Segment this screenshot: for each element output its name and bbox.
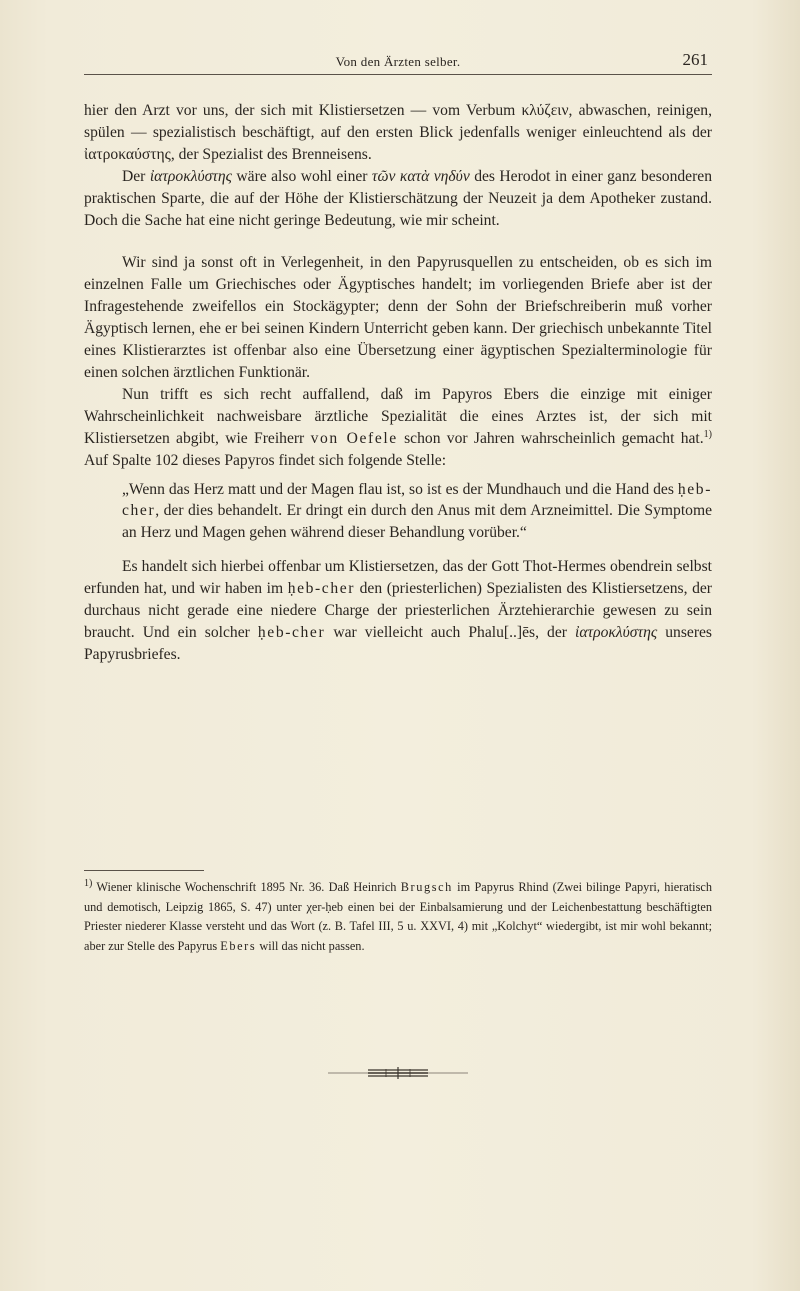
page-number: 261 bbox=[682, 50, 708, 69]
text-span: unseres Papyrusbriefes. bbox=[84, 623, 712, 663]
text-span: Nun trifft es sich recht auffallend, daß im Papyros Ebers die einzige mit einiger Wahrscheinlichkeit nachweisbare ärztliche Spezialität die eines Arztes ist, der sich mit Klistiersetzen abgibt, wie Freiherr bbox=[84, 385, 712, 447]
egyptian-term: ḥeb-cher bbox=[287, 580, 356, 598]
text-span: war vielleicht auch Phalu[..]ēs, der bbox=[325, 623, 576, 641]
text-span: Auf Spalte 102 dieses Papyros findet sich folgende Stelle: bbox=[84, 451, 447, 469]
paragraph-2 bbox=[84, 166, 712, 232]
greek-phrase: τῶν κατὰ νηδύν bbox=[371, 167, 470, 185]
egyptian-term: ḥeb-cher bbox=[122, 480, 712, 520]
page-header bbox=[84, 48, 712, 75]
egyptian-term: ḥeb-cher bbox=[257, 623, 326, 641]
greek-term: ἰατροκλύστης bbox=[149, 167, 232, 185]
footnote-divider bbox=[84, 870, 204, 871]
greek-term: ἰατροκλύστης bbox=[575, 623, 658, 641]
author-name: Ebers bbox=[220, 938, 257, 953]
footnote-ref: 1) bbox=[703, 428, 712, 440]
text-span: den (priesterlichen) Spezialisten des Klistiersetzens, der durchaus nicht gerade eine niedere Charge der priesterlichen Ärztehierarchie gewesen zu sein braucht. Und ein solcher bbox=[84, 580, 712, 641]
author-name: von Oefele bbox=[310, 429, 398, 447]
main-text bbox=[84, 100, 712, 666]
text-span: Es handelt sich hierbei offenbar um Klistiersetzen, das der Gott Thot-Hermes obendrein selbst erfunden hat, und wir haben im bbox=[84, 558, 712, 598]
text-span: Wiener klinische Wochenschrift 1895 Nr. 36. Daß Heinrich bbox=[92, 880, 401, 894]
running-title: Von den Ärzten selber. bbox=[335, 54, 461, 69]
text-span: des Herodot in einer ganz besonderen praktischen Sparte, die auf der Höhe der Klistierschätzung der Neuzeit ja dem Apotheker zustand. Doch die Sache hat eine nicht geringe Bedeutung, wie mir scheint. bbox=[84, 167, 713, 229]
text-span: Der bbox=[122, 167, 150, 185]
text-span: will das nicht passen. bbox=[256, 938, 365, 953]
text-span: „Wenn das Herz matt und der Magen flau ist, so ist es der Mundhauch und die Hand des bbox=[122, 480, 678, 498]
footnote-1 bbox=[84, 878, 712, 956]
paragraph-1: hier den Arzt vor uns, der sich mit Klistiersetzen — vom Verbum κλύζειν, abwaschen, reinigen, spülen — spezialistisch beschäftigt, auf den ersten Blick jedenfalls weniger einleuchtend als der ἰατροκαύστης, der Spezialist des Brenneisens. bbox=[84, 102, 712, 163]
quote-text bbox=[122, 479, 712, 545]
text-span: schon vor Jahren wahrscheinlich gemacht hat. bbox=[397, 429, 704, 447]
text-span: wäre also wohl einer bbox=[231, 167, 372, 185]
paragraph-4 bbox=[84, 384, 712, 472]
block-quote bbox=[122, 479, 712, 545]
author-name: Brugsch bbox=[400, 880, 453, 894]
paragraph-3: Wir sind ja sonst oft in Verlegenheit, in den Papyrusquellen zu entscheiden, ob es sich im einzelnen Falle um Griechisches oder Ägyptisches handelt; im vorliegenden Briefe aber ist der Infragestehende zweifellos ein Stockägypter; denn der Sohn der Briefschreiberin muß vorher Ägyptisch lernen, ehe er bei seinen Kindern Unterricht geben kann. Der griechisch unbekannte Titel eines Klistierarztes ist offenbar also eine Übersetzung einer ägyptischen Spezialterminologie für einen solchen ärztlichen Funktionär. bbox=[84, 254, 712, 381]
text-span: im Papyrus Rhind (Zwei bilinge Papyri, hieratisch und demotisch, Leipzig 1865, S. 47) unter χer-ḥeb einen bei der Einbalsamierung und der Leichenbestattung beschäftigten Priester niederer Klasse versteht und das Wort (z. B. Tafel III, 5 u. XXVI, 4) mit „Kolchyt“ wiedergibt, ist mir wohl bekannt; aber zur Stelle des Papyrus bbox=[84, 880, 712, 953]
footnote-marker: 1) bbox=[84, 877, 93, 889]
paragraph-5 bbox=[84, 556, 712, 666]
text-span: , der dies behandelt. Er dringt ein durch den Anus mit dem Arzneimittel. Die Symptome an Herz und Magen gehen während dieser Behandlung vorüber.“ bbox=[122, 502, 712, 542]
footnotes bbox=[84, 878, 712, 956]
ornament-divider bbox=[328, 1066, 468, 1080]
